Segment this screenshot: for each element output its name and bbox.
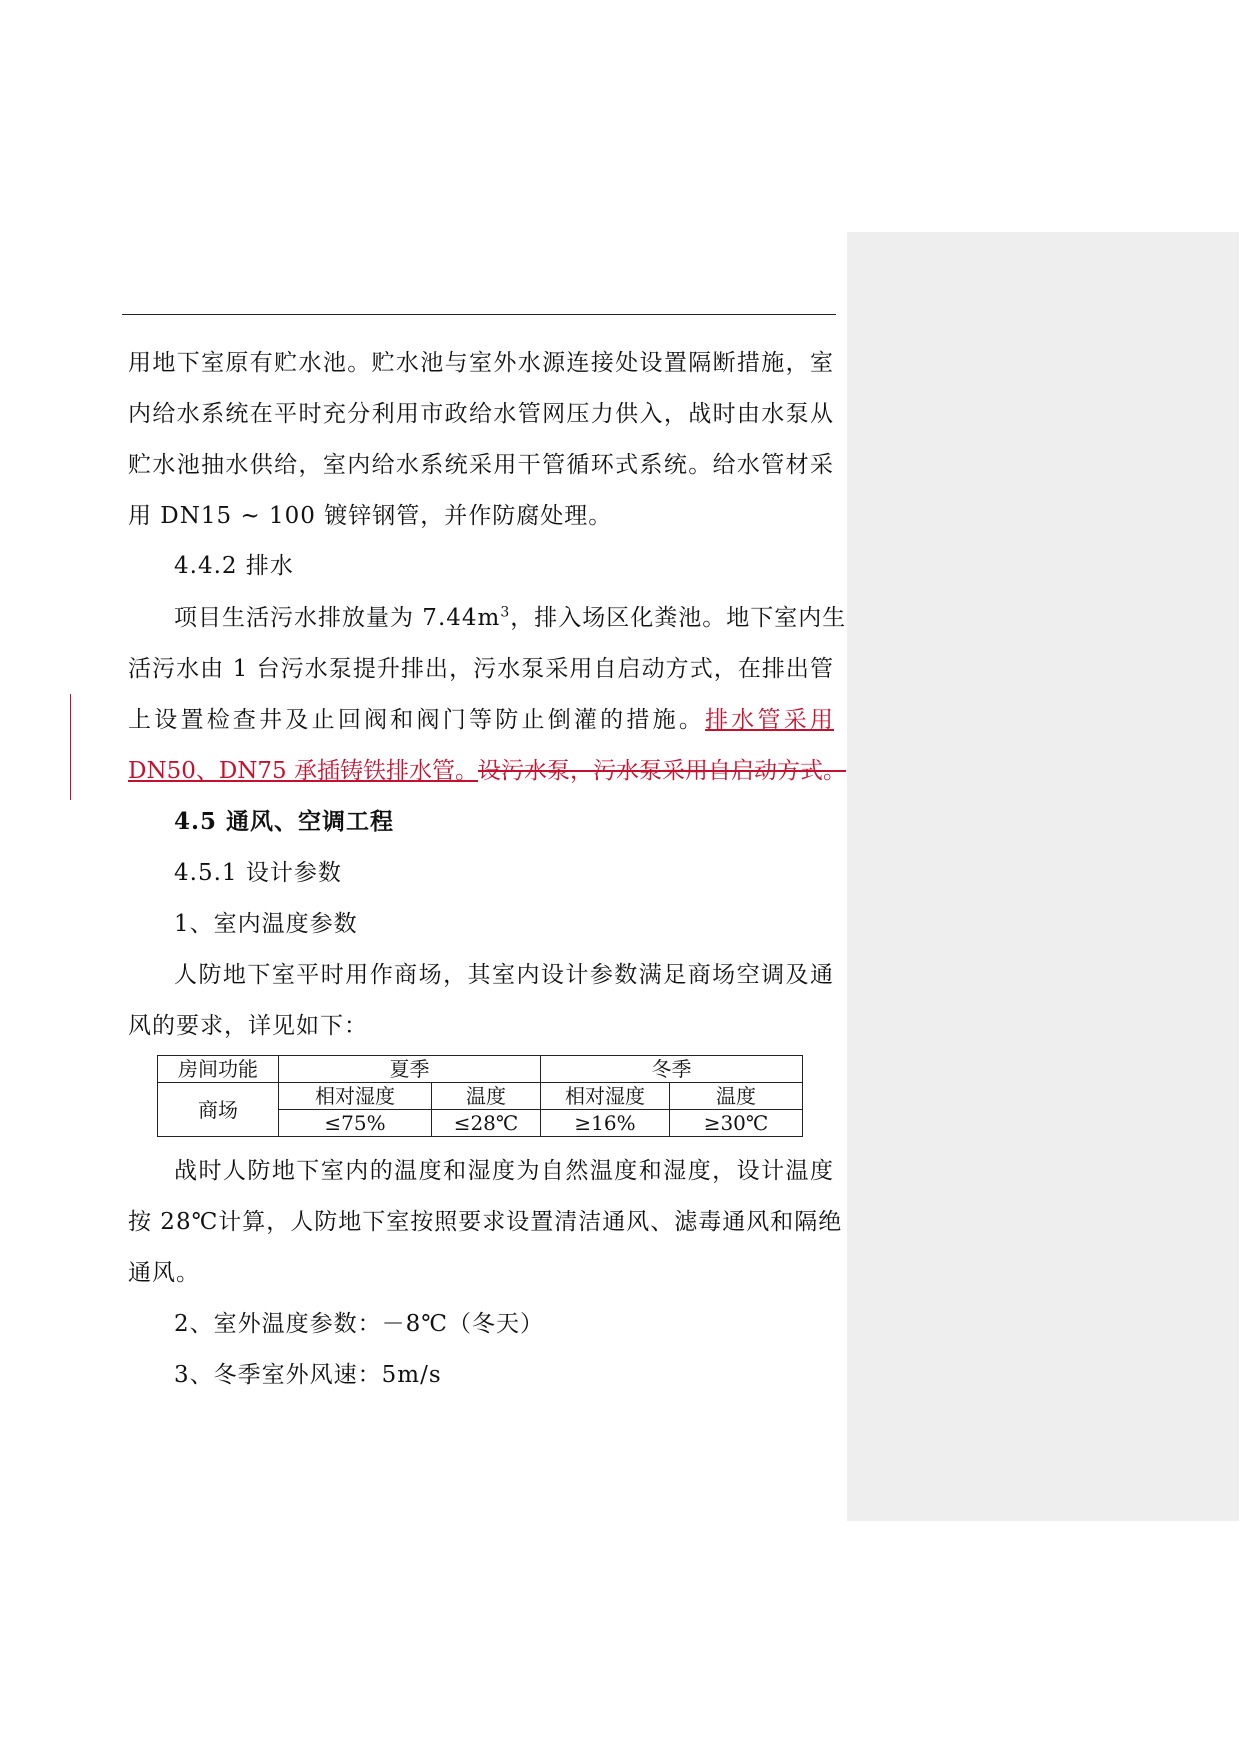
section-heading-4-5-1: 4.5.1 设计参数	[174, 860, 342, 886]
body-text-line: 风的要求，详见如下：	[128, 1013, 368, 1039]
table-header-cell: 房间功能	[158, 1056, 279, 1083]
header-rule	[122, 314, 836, 315]
body-text-line: 用地下室原有贮水池。贮水池与室外水源连接处设置隔断措施，室	[128, 350, 834, 376]
table-cell: ≤28℃	[432, 1110, 541, 1137]
comment-pane	[847, 232, 1239, 1521]
inserted-text: 排水管采用	[705, 707, 835, 733]
table-header-cell: 温度	[670, 1083, 803, 1110]
section-heading-4-4-2: 4.4.2 排水	[174, 553, 294, 579]
superscript: 3	[500, 604, 511, 621]
list-item-2: 2、室外温度参数：－8℃（冬天）	[174, 1311, 544, 1337]
body-text-line	[128, 694, 834, 746]
table-row	[158, 1056, 803, 1083]
body-text-line	[174, 592, 847, 644]
body-text-line: 人防地下室平时用作商场，其室内设计参数满足商场空调及通	[174, 962, 834, 988]
text-segment: 上设置检查井及止回阀和阀门等防止倒灌的措施。	[128, 707, 706, 733]
body-text-line	[128, 745, 846, 797]
table-header-cell: 温度	[432, 1083, 541, 1110]
body-text-line: 用 DN15 ~ 100 镀锌钢管，并作防腐处理。	[128, 503, 613, 529]
table-header-cell: 冬季	[541, 1056, 803, 1083]
design-parameters-table	[157, 1055, 803, 1137]
text-segment: ，排入场区化粪池。地下室内生	[510, 605, 847, 631]
table-header-cell: 夏季	[279, 1056, 541, 1083]
body-text-line: 战时人防地下室内的温度和湿度为自然温度和湿度，设计温度	[174, 1158, 834, 1184]
table-header-cell: 相对湿度	[541, 1083, 670, 1110]
deleted-text: 设污水泵，污水泵采用自启动方式。	[477, 758, 846, 784]
table-cell: 商场	[158, 1083, 279, 1137]
body-text-line: 按 28℃计算，人防地下室按照要求设置清洁通风、滤毒通风和隔绝	[128, 1209, 843, 1235]
change-bar	[70, 694, 71, 800]
table-row	[158, 1083, 803, 1110]
table-cell: ≤75%	[279, 1110, 432, 1137]
list-item-3: 3、冬季室外风速：5m/s	[174, 1362, 442, 1388]
text-segment: 项目生活污水排放量为 7.44m	[174, 605, 501, 631]
list-item-1: 1、室内温度参数	[174, 911, 358, 937]
table-cell: ≥16%	[541, 1110, 670, 1137]
body-text-line: 通风。	[128, 1260, 200, 1286]
body-text-line: 活污水由 1 台污水泵提升排出，污水泵采用自启动方式，在排出管	[128, 656, 834, 682]
inserted-text: DN50、DN75 承插铸铁排水管。	[128, 758, 478, 784]
body-text-line: 贮水池抽水供给，室内给水系统采用干管循环式系统。给水管材采	[128, 452, 834, 478]
table-header-cell: 相对湿度	[279, 1083, 432, 1110]
section-heading-4-5: 4.5 通风、空调工程	[174, 808, 395, 835]
table-cell: ≥30℃	[670, 1110, 803, 1137]
body-text-line: 内给水系统在平时充分利用市政给水管网压力供入，战时由水泵从	[128, 401, 834, 427]
